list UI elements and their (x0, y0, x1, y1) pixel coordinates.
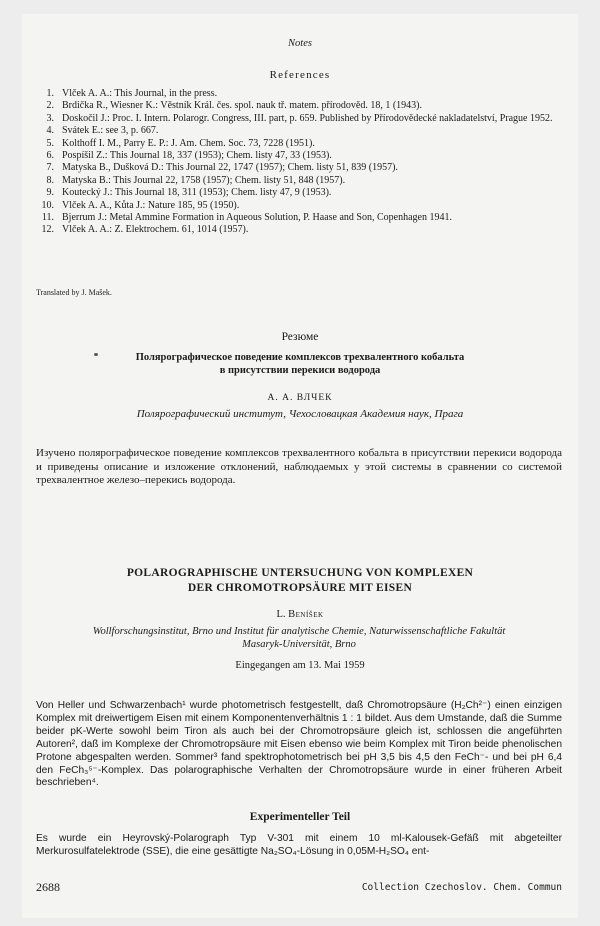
reference-number: 11. (41, 212, 54, 224)
article-title (52, 566, 548, 595)
resume-abstract: Изучено полярографическое поведение комплексов трехвалентного кобальта в присутствии перекиси водорода и приведены описание и изложение отклонений, наблюдаемых у этой системы в сравнении со системой трехвалентное железо–перекись водорода. (36, 447, 562, 487)
page-number: 2688 (36, 880, 60, 894)
resume-title (62, 351, 538, 377)
reference-text: Bjerrum J.: Metal Ammine Formation in Aqueous Solution, P. Haase and Son, Copenhagen 1941. (62, 212, 452, 224)
reference-item (36, 224, 562, 236)
author-surname: Beníšek (288, 609, 324, 620)
reference-item (36, 125, 562, 137)
resume-heading: Резюме (281, 331, 319, 343)
reference-number: 4. (46, 125, 54, 137)
reference-item (36, 187, 562, 199)
reference-number: 6. (46, 150, 54, 162)
reference-number: 1. (46, 88, 54, 99)
reference-number: 8. (46, 174, 54, 186)
resume-title-line: в присутствии перекиси водорода (219, 365, 381, 376)
reference-item (36, 113, 562, 125)
reference-text: Vlček A. A.: Z. Elektrochem. 61, 1014 (1957). (62, 224, 249, 236)
received-date: Eingegangen am 13. Mai 1959 (235, 660, 365, 671)
article-affiliation (36, 625, 562, 651)
reference-number: 7. (46, 162, 54, 174)
experimental-paragraph: Es wurde ein Heyrovský-Polarograph Typ V-301 mit einem 10 ml-Kalousek-Gefäß mit abgeteilter Merkurosulfatelektrode (SSE), die eine gesättigte Na₂SO₄-Lösung in 0,05M-H₂SO₄ ent- (36, 833, 562, 857)
article-intro-paragraph: Von Heller und Schwarzenbach¹ wurde photometrisch festgestellt, daß Chromotropsäure (H₂Ch²⁻) einen einzigen Komplex mit dreiwertigem Eisen mit einem Komponentenverhältnis 1 : 1 bildet. Aus dem Umstande, daß die Summe beider pK-Werte sowohl beim Tiron als auch bei der Chromotropsäure gleich ist, schlossen die angeführten Autoren², daß im Komplexe der Chromotropsäure mit Eisen ebenso wie beim Komplex mit Tiron beide phenolischen Protone abgespalten werden. Sommer³ fand spektrophotometrisch bei pH 3,5 bis 4,5 den FeCh⁻- und bei pH 6,4 den FeCh₃⁵⁻-Komplex. Das polarographische Verhalten der Chromotropsäure wurde in einer früheren Arbeit beschrieben⁴. (36, 700, 562, 789)
reference-text: Pospíšil Z.: This Journal 18, 337 (1953); Chem. listy 47, 33 (1953). (62, 150, 332, 162)
reference-text: Doskočil J.: Proc. I. Intern. Polarogr. Congress, III. part, p. 659. Published by Přírodovědecké nakladatelství, Prague 1952. (62, 112, 553, 124)
reference-text: Matyska B.: This Journal 22, 1758 (1957); Chem. listy 51, 848 (1957). (62, 174, 346, 186)
references-heading: References (269, 69, 331, 81)
article-title-line: POLAROGRAPHISCHE UNTERSUCHUNG VON KOMPLEXEN (126, 567, 474, 579)
reference-item (36, 150, 562, 162)
author-initial: L. (276, 609, 286, 620)
references-list (36, 88, 562, 237)
resume-institute: Полярографический институт, Чехословацкая Академия наук, Прага (136, 408, 464, 420)
reference-item (36, 162, 562, 174)
journal-footer: Collection Czechoslov. Chem. Commun (361, 882, 562, 893)
reference-text: Brdička R., Wiesner K.: Věstník Král. čes. spol. nauk tř. matem. přírodověd. 18, 1 (1943). (62, 100, 422, 112)
reference-item (36, 212, 562, 224)
reference-item (36, 88, 562, 100)
affiliation-line: Wollforschungsinstitut, Brno und Institut für analytische Chemie, Naturwissenschaftliche Fakultät (92, 626, 506, 637)
reference-number: 2. (46, 100, 54, 112)
reference-number: 10. (41, 199, 54, 211)
reference-item (36, 175, 562, 187)
reference-text: Vlček A. A., Kůta J.: Nature 185, 95 (1950). (62, 199, 240, 211)
article-title-line: DER CHROMOTROPSÄURE MIT EISEN (187, 581, 413, 594)
reference-text: Vlček A. A.: This Journal, in the press. (62, 88, 218, 99)
reference-text: Matyska B., Dušková D.: This Journal 22, 1747 (1957); Chem. listy 51, 839 (1957). (62, 162, 398, 174)
article-author (22, 609, 578, 620)
reference-text: Svátek E.: see 3, p. 667. (62, 125, 159, 137)
reference-item (36, 138, 562, 150)
resume-title-line: Полярографическое поведение комплексов трехвалентного кобальта (135, 352, 465, 363)
reference-number: 9. (46, 187, 54, 199)
reference-item (36, 200, 562, 212)
journal-page (22, 14, 578, 918)
reference-number: 3. (46, 112, 54, 124)
reference-text: Kolthoff I. M., Parry E. P.: J. Am. Chem. Soc. 73, 7228 (1951). (62, 137, 315, 149)
translator-note: Translated by J. Mašek. (36, 288, 112, 297)
section-header: Notes (288, 38, 312, 49)
reference-text: Koutecký J.: This Journal 18, 311 (1953); Chem. listy 47, 9 (1953). (62, 187, 332, 199)
resume-author: А. А. ВЛЧЕК (267, 393, 333, 403)
reference-item (36, 100, 562, 112)
affiliation-line: Masaryk-Universität, Brno (242, 639, 356, 650)
experimental-heading: Experimenteller Teil (249, 811, 351, 823)
reference-number: 12. (41, 224, 54, 236)
reference-number: 5. (46, 137, 54, 149)
